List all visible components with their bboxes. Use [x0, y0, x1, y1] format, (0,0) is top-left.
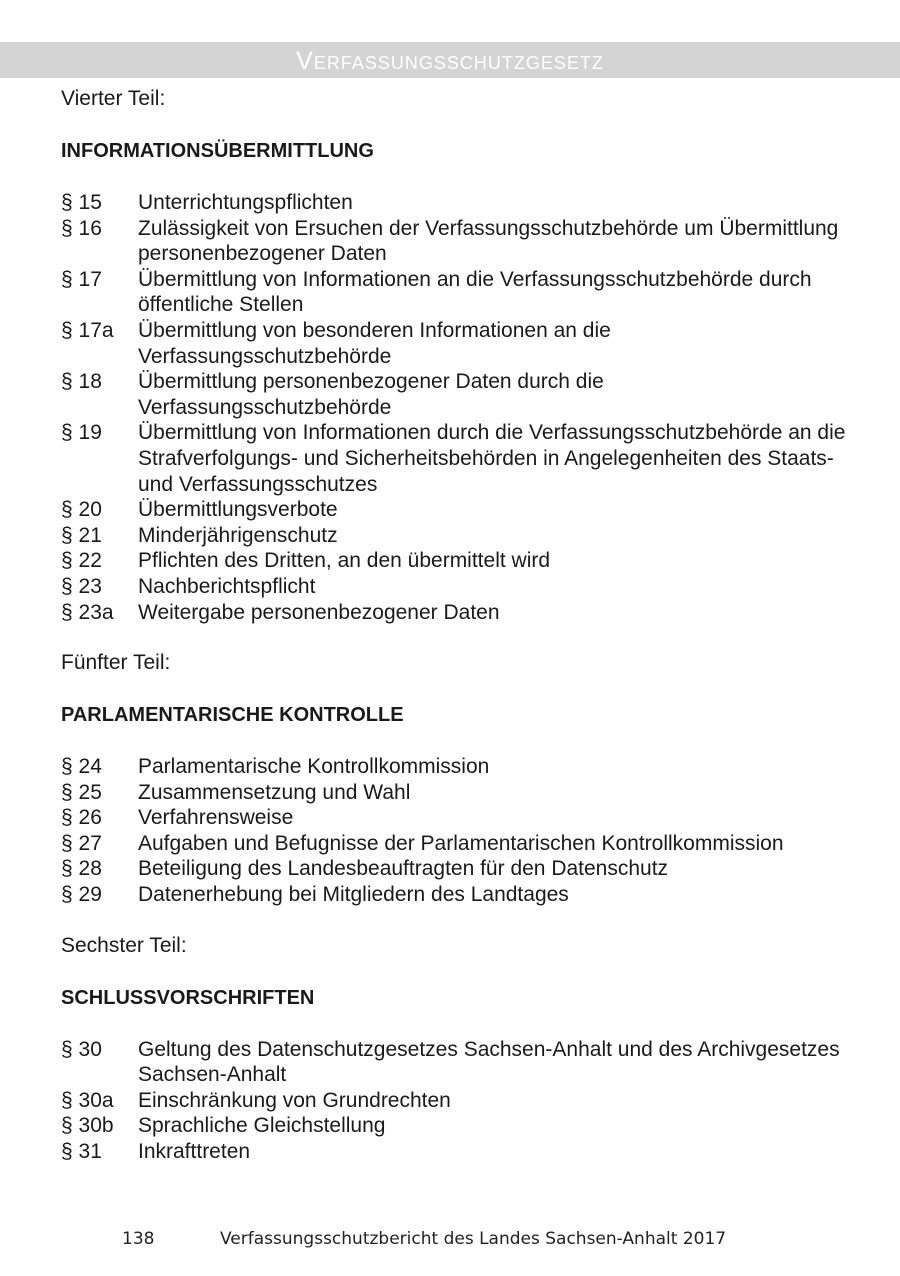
part-label: Sechster Teil:: [61, 933, 187, 957]
toc-entry: [61, 318, 861, 369]
section-number: § 22: [61, 549, 102, 573]
toc-section: [61, 650, 861, 908]
section-number: § 30a: [61, 1088, 114, 1112]
toc-entry: [61, 369, 861, 420]
footer-title: Verfassungsschutzbericht des Landes Sachsen-Anhalt 2017: [220, 1229, 727, 1249]
section-title: Übermittlung von Informationen durch die Verfassungsschutzbehörde an die Strafverfolgungs- und Sicherheitsbehörden in Angelegenheiten des Staats- und Verfassungsschutzes: [138, 421, 846, 496]
section-number: § 30b: [61, 1114, 114, 1138]
section-title: Aufgaben und Befugnisse der Parlamentarischen Kontrollkommission: [138, 831, 784, 855]
section-number: § 17a: [61, 318, 114, 342]
toc-list: [61, 754, 861, 908]
toc-entry: [61, 882, 861, 908]
part-title: PARLAMENTARISCHE KONTROLLE: [61, 704, 404, 727]
section-title: Minderjährigenschutz: [138, 523, 338, 547]
section-number: § 27: [61, 831, 102, 855]
running-header: [0, 42, 900, 78]
toc-entry: [61, 780, 861, 806]
toc-entry: [61, 497, 861, 523]
section-title: Datenerhebung bei Mitgliedern des Landtages: [138, 883, 569, 907]
section-number: § 21: [61, 523, 102, 547]
section-title: Unterrichtungspflichten: [138, 191, 353, 214]
toc-entry: [61, 523, 861, 549]
section-number: § 31: [61, 1140, 102, 1164]
toc-entry: [61, 1139, 861, 1165]
section-title: Nachberichtspflicht: [138, 574, 316, 598]
section-number: § 25: [61, 780, 102, 804]
table-of-contents: [61, 86, 861, 1165]
toc-entry: [61, 856, 861, 882]
section-title: Verfahrensweise: [138, 806, 294, 830]
section-number: § 26: [61, 806, 102, 830]
toc-entry: [61, 1088, 861, 1114]
toc-entry: [61, 805, 861, 831]
header-title: Verfassungsschutzgesetz: [296, 47, 604, 75]
part-title: INFORMATIONSÜBERMITTLUNG: [61, 140, 374, 162]
section-title: Inkrafttreten: [138, 1140, 251, 1164]
toc-entry: [61, 216, 861, 267]
toc-section: [61, 933, 861, 1165]
toc-entry: [61, 831, 861, 857]
section-title: Geltung des Datenschutzgesetzes Sachsen-Anhalt und des Archivgesetzes Sachsen-Anhalt: [138, 1037, 840, 1087]
part-label: Vierter Teil:: [61, 87, 166, 110]
section-title: Übermittlung von Informationen an die Verfassungsschutzbehörde durch öffentliche Stellen: [138, 267, 812, 317]
toc-list: [61, 1037, 861, 1165]
part-title: SCHLUSSVORSCHRIFTEN: [61, 986, 315, 1009]
section-number: § 23a: [61, 600, 114, 624]
section-number: § 18: [61, 370, 102, 394]
section-title: Übermittlungsverbote: [138, 498, 338, 522]
toc-entry: [61, 1037, 861, 1088]
section-number: § 19: [61, 421, 102, 445]
page-number: 138: [122, 1229, 155, 1249]
section-title: Parlamentarische Kontrollkommission: [138, 755, 490, 779]
section-number: § 28: [61, 857, 102, 881]
section-title: Beteiligung des Landesbeauftragten für den Datenschutz: [138, 857, 669, 881]
section-number: § 15: [61, 191, 102, 214]
section-number: § 30: [61, 1037, 102, 1061]
section-number: § 24: [61, 755, 102, 779]
toc-entry: [61, 600, 861, 626]
toc-entry: [61, 754, 861, 780]
toc-section: [61, 86, 861, 625]
section-number: § 20: [61, 498, 102, 522]
section-title: Weitergabe personenbezogener Daten: [138, 600, 500, 624]
section-number: § 29: [61, 883, 102, 907]
toc-entry: [61, 574, 861, 600]
section-title: Pflichten des Dritten, an den übermittelt wird: [138, 549, 551, 573]
section-number: § 16: [61, 216, 102, 240]
toc-entry: [61, 1113, 861, 1139]
toc-entry: [61, 548, 861, 574]
section-title: Zulässigkeit von Ersuchen der Verfassungsschutzbehörde um Übermittlung personenbezogener Daten: [138, 216, 839, 266]
part-label: Fünfter Teil:: [61, 651, 171, 675]
section-number: § 23: [61, 574, 102, 598]
section-title: Übermittlung von besonderen Informationen an die Verfassungsschutzbehörde: [138, 318, 611, 368]
toc-entry: [61, 267, 861, 318]
toc-entry: [61, 420, 861, 497]
section-title: Sprachliche Gleichstellung: [138, 1114, 386, 1138]
section-title: Übermittlung personenbezogener Daten durch die Verfassungsschutzbehörde: [138, 370, 604, 419]
section-title: Zusammensetzung und Wahl: [138, 780, 411, 804]
section-title: Einschränkung von Grundrechten: [138, 1088, 451, 1112]
section-number: § 17: [61, 267, 102, 291]
toc-entry: [61, 190, 861, 216]
toc-list: [61, 190, 861, 625]
